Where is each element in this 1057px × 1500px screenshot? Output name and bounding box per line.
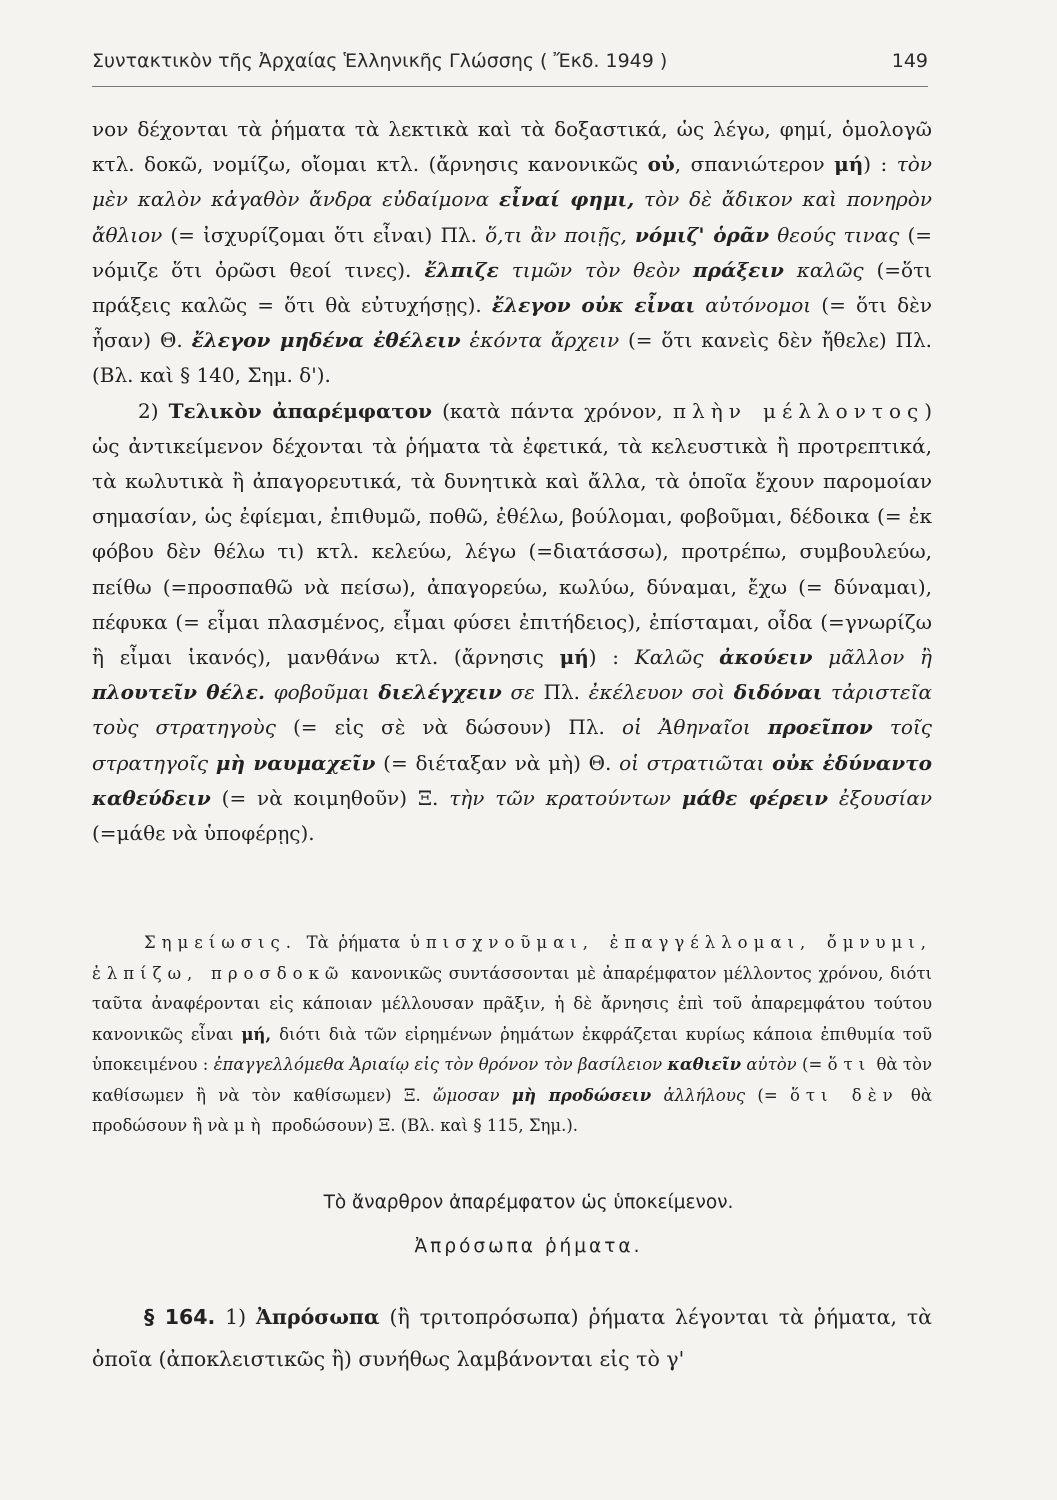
italic-span: τὸν δὲ ἄδικον καὶ πονηρὸν ἄθλιον [92,187,932,247]
text-span: , σπανιώτερον [674,152,835,177]
section-subheading: Ἀπρόσωπα ῥήματα. [414,1236,643,1257]
italic-span: Καλῶς [634,645,704,670]
bold-italic-span: ἔλπιζε [424,257,499,282]
text-span: (= εἰς σὲ νὰ δώσουν) Πλ. [275,715,622,740]
text-span [751,715,768,739]
section-paragraph [92,1296,932,1380]
bold-italic-span: ἔλεγον μηδένα ἐθέλειν [191,328,461,353]
text-span [651,1086,663,1105]
italic-span: μᾶλλον ἢ [828,645,933,670]
paragraph-2 [92,394,932,852]
text-span [499,258,512,282]
italic-span: αὐτὸν [746,1055,797,1074]
section-heading: Τὸ ἄναρθρον ἀπαρέμφατον ὡς ὑποκείμενον. [323,1192,734,1213]
italic-span: τἀριστεῖα τοὺς στρατηγοὺς [92,680,933,740]
text-span: (= νόμιζε ὅτι ὁρῶσι θεοί τινες). [92,222,933,282]
italic-span: ὤμοσαν [433,1085,500,1105]
italic-span: ἀλλήλους [663,1085,746,1105]
bold-italic-span: διελέγχειν [378,680,502,705]
italic-span: τὸν μὲν καλὸν κἀγαθὸν ἄνδρα εὐδαίμονα [92,152,932,212]
italic-span: καλῶς [796,257,864,282]
text-span [828,786,839,810]
text-span [461,328,470,352]
text-span [725,680,734,704]
italic-span: φοβοῦμαι [273,680,370,705]
spaced-span: ὅτι [827,1055,872,1074]
italic-span: τιμῶν τὸν θεὸν [511,257,681,282]
text-span [695,293,705,317]
bold-italic-span: διδόναι [733,680,823,705]
text-span [873,715,890,739]
italic-span: αὐτόνομοι [705,293,812,318]
text-span: νον δέχονται τὰ ῥήματα τὰ λεκτικὰ καὶ τὰ δοξαστικά, ὡς λέγω, φημί, ὁμολογῶ κτλ. δοκῶ, νομίζω, οἴομαι κτλ. (ἄρνησις κανονικῶς [92,117,932,177]
bold-italic-span: νόμιζ' ὁρᾶν [634,222,770,247]
note-label: Σημείωσις. [144,933,297,952]
bold-span: οὐ [647,152,675,177]
italic-span: σε [510,680,535,705]
text-span [784,258,797,282]
text-span [703,645,719,669]
text-span: κανονικῶς συντάσσονται μὲ ἀπαρέμφατον μέλλοντος χρόνου, διότι ταῦτα ἀναφέρονται εἰς κάποιαν μέλλουσαν πρᾶξιν, ἡ δὲ ἄρνησις ἐπὶ τοῦ ἀπαρεμφάτου τούτου κανονικῶς εἶναι [92,963,933,1044]
bold-italic-span: μὴ ναυμαχεῖν [215,750,376,775]
text-span: θὰ τὸν καθίσωμεν ἢ νὰ τὸν καθίσωμεν) Ξ. [92,1055,932,1105]
note-paragraph [92,928,932,1142]
text-span: (= ὅτι δὲν ἦσαν) Θ. [92,293,932,353]
text-span: θὰ προδώσουν ἢ νὰ [92,1085,933,1135]
italic-span: ὅ,τι ἂν ποιῇς, [485,222,627,247]
text-span [500,1086,512,1105]
text-span: (= ὅτι κανεὶς δὲν ἤθελε) Πλ. (Βλ. καὶ § 140, Σημ. δ'). [92,328,933,388]
bold-italic-span: πράξειν [693,257,784,282]
text-span [764,751,772,775]
bold-span: μή, [241,1024,272,1044]
text-span: (= νὰ κοιμηθοῦν) Ξ. [210,785,450,810]
text-span [208,751,216,775]
text-span [634,187,644,211]
spaced-span: ὅτι δὲν [789,1085,899,1105]
text-span [812,645,828,669]
text-span: (=μάθε νὰ ὑποφέρῃς). [92,821,315,846]
text-span: ) : [863,152,897,177]
text-span: (= [796,1055,828,1074]
paragraph-1 [92,112,932,394]
main-text [92,112,932,851]
running-title: Συντακτικὸν τῆς Ἀρχαίας Ἑλληνικῆς Γλώσσης ( Ἔκδ. 1949 ) [92,50,668,72]
bold-span: μή [559,645,589,670]
text-span: (ἢ τριτοπρόσωπα) ῥήματα λέγονται τὰ ῥήματα, τὰ ὁποῖα (ἀποκλειστικῶς ἢ) συνήθως λαμβάνονται εἰς τὸ γ' [92,1305,933,1371]
bold-italic-span: μὴ προδώσειν [511,1085,652,1105]
bold-span: μή [834,152,864,177]
italic-span: ἐκέλευον σοὶ [588,680,726,705]
bold-italic-span: οὐκ ἐδύναντο καθεύδειν [92,750,932,810]
italic-span: οἱ στρατιῶται [619,750,765,775]
italic-span: θεούς τινας [777,222,900,247]
text-span: (= διέταξαν νὰ μὴ) Θ. [375,750,620,775]
section-164 [92,1296,932,1380]
text-span: προδώσουν) Ξ. (Βλ. καὶ § 115, Σημ.). [266,1116,579,1135]
spaced-span: πλὴν μέλλοντος [672,398,925,423]
text-span: Τὰ ῥήματα [296,933,410,952]
text-span [489,187,499,211]
text-span [265,680,274,704]
text-span: ) ὡς ἀντικείμενον δέχονται τὰ ῥήματα τὰ ἐφετικά, τὰ κελευστικὰ ἢ προτρεπτικά, τὰ κωλυτικὰ ἢ ἀπαγορευτικά, τὰ δυνητικὰ καὶ ἄλλα, τὰ ὁποῖα ἔχουν παρομοίαν σημασίαν, ὡς ἐφίεμαι, ἐπιθυμῶ, ποθῶ, ἐθέλω, βούλομαι, φοβοῦμαι, δέδοικα (= ἐκ φόβου δὲν θέλω τι) κτλ. κελεύω, λέγω (=διατάσσω), προτρέπω, συμβουλεύω, πείθω (=προσπαθῶ νὰ πείσω), ἀπαγορεύω, κωλύω, δύναμαι, ἔχω (= δύναμαι), πέφυκα (= εἶμαι πλασμένος, εἶμαι φύσει ἐπιτήδειος), ἐπίσταμαι, οἶδα (=γνωρίζω ἢ εἶμαι ἱκανός), μανθάνω κτλ. (ἄρνησις [92,398,932,670]
text-span [680,258,693,282]
page-header [92,50,928,72]
text-span [822,680,831,704]
bold-italic-span: προεῖπον [767,715,873,740]
bold-italic-span: πλουτεῖν θέλε. [92,680,265,705]
text-span: 1) [215,1305,257,1329]
spaced-span: μὴ [233,1116,267,1135]
bold-span: Ἀπρόσωπα [256,1305,380,1329]
text-span: (= ἰσχυρίζομαι ὅτι εἶναι) Πλ. [162,222,486,247]
bold-italic-span: εἶναί φημι, [499,187,635,212]
page-number: 149 [891,50,928,72]
header-rule [92,86,928,87]
italic-span: ἑκόντα ἄρχειν [469,328,620,353]
text-span [671,786,682,810]
italic-span: ἐπαγγελλόμεθα Ἀριαίῳ εἰς τὸν θρόνον τὸν βασίλειον [213,1055,663,1074]
bold-italic-span: ἔλεγον οὐκ εἶναι [491,293,696,318]
text-span [627,223,635,247]
text-span: (= [745,1085,790,1105]
italic-span: ἐξουσίαν [838,785,933,810]
bold-italic-span: καθιεῖν [667,1055,742,1074]
text-span: διότι διὰ τῶν εἰρημένων ῥημάτων ἐκφράζεται κυρίως κάποια ἐπιθυμία τοῦ ὑποκειμένου : [92,1024,932,1074]
note-block [92,928,932,1142]
italic-span: τὴν τῶν κρατούντων [449,785,671,810]
text-span: (=ὅτι πράξεις καλῶς = ὅτι θὰ εὐτυχήσῃς). [92,257,932,318]
section-number: § 164. [144,1305,216,1329]
text-span: Πλ. [534,680,589,705]
italic-span: τοῖς στρατηγοῖς [92,715,933,775]
text-span: (κατὰ πάντα χρόνον, [432,398,673,423]
spaced-span: ὑπισχνοῦμαι, ἐπαγγέλλομαι, ὄμνυμι, ἐλπίζω, προσδοκῶ [92,933,932,983]
text-span: 2) [138,398,169,423]
bold-italic-span: ἀκούειν [719,645,813,670]
text-span: ) : [588,645,635,670]
bold-span: Τελικὸν ἀπαρέμφατον [168,398,433,423]
bold-italic-span: μάθε φέρειν [681,785,829,810]
italic-span: οἱ Ἀθηναῖοι [621,715,751,740]
